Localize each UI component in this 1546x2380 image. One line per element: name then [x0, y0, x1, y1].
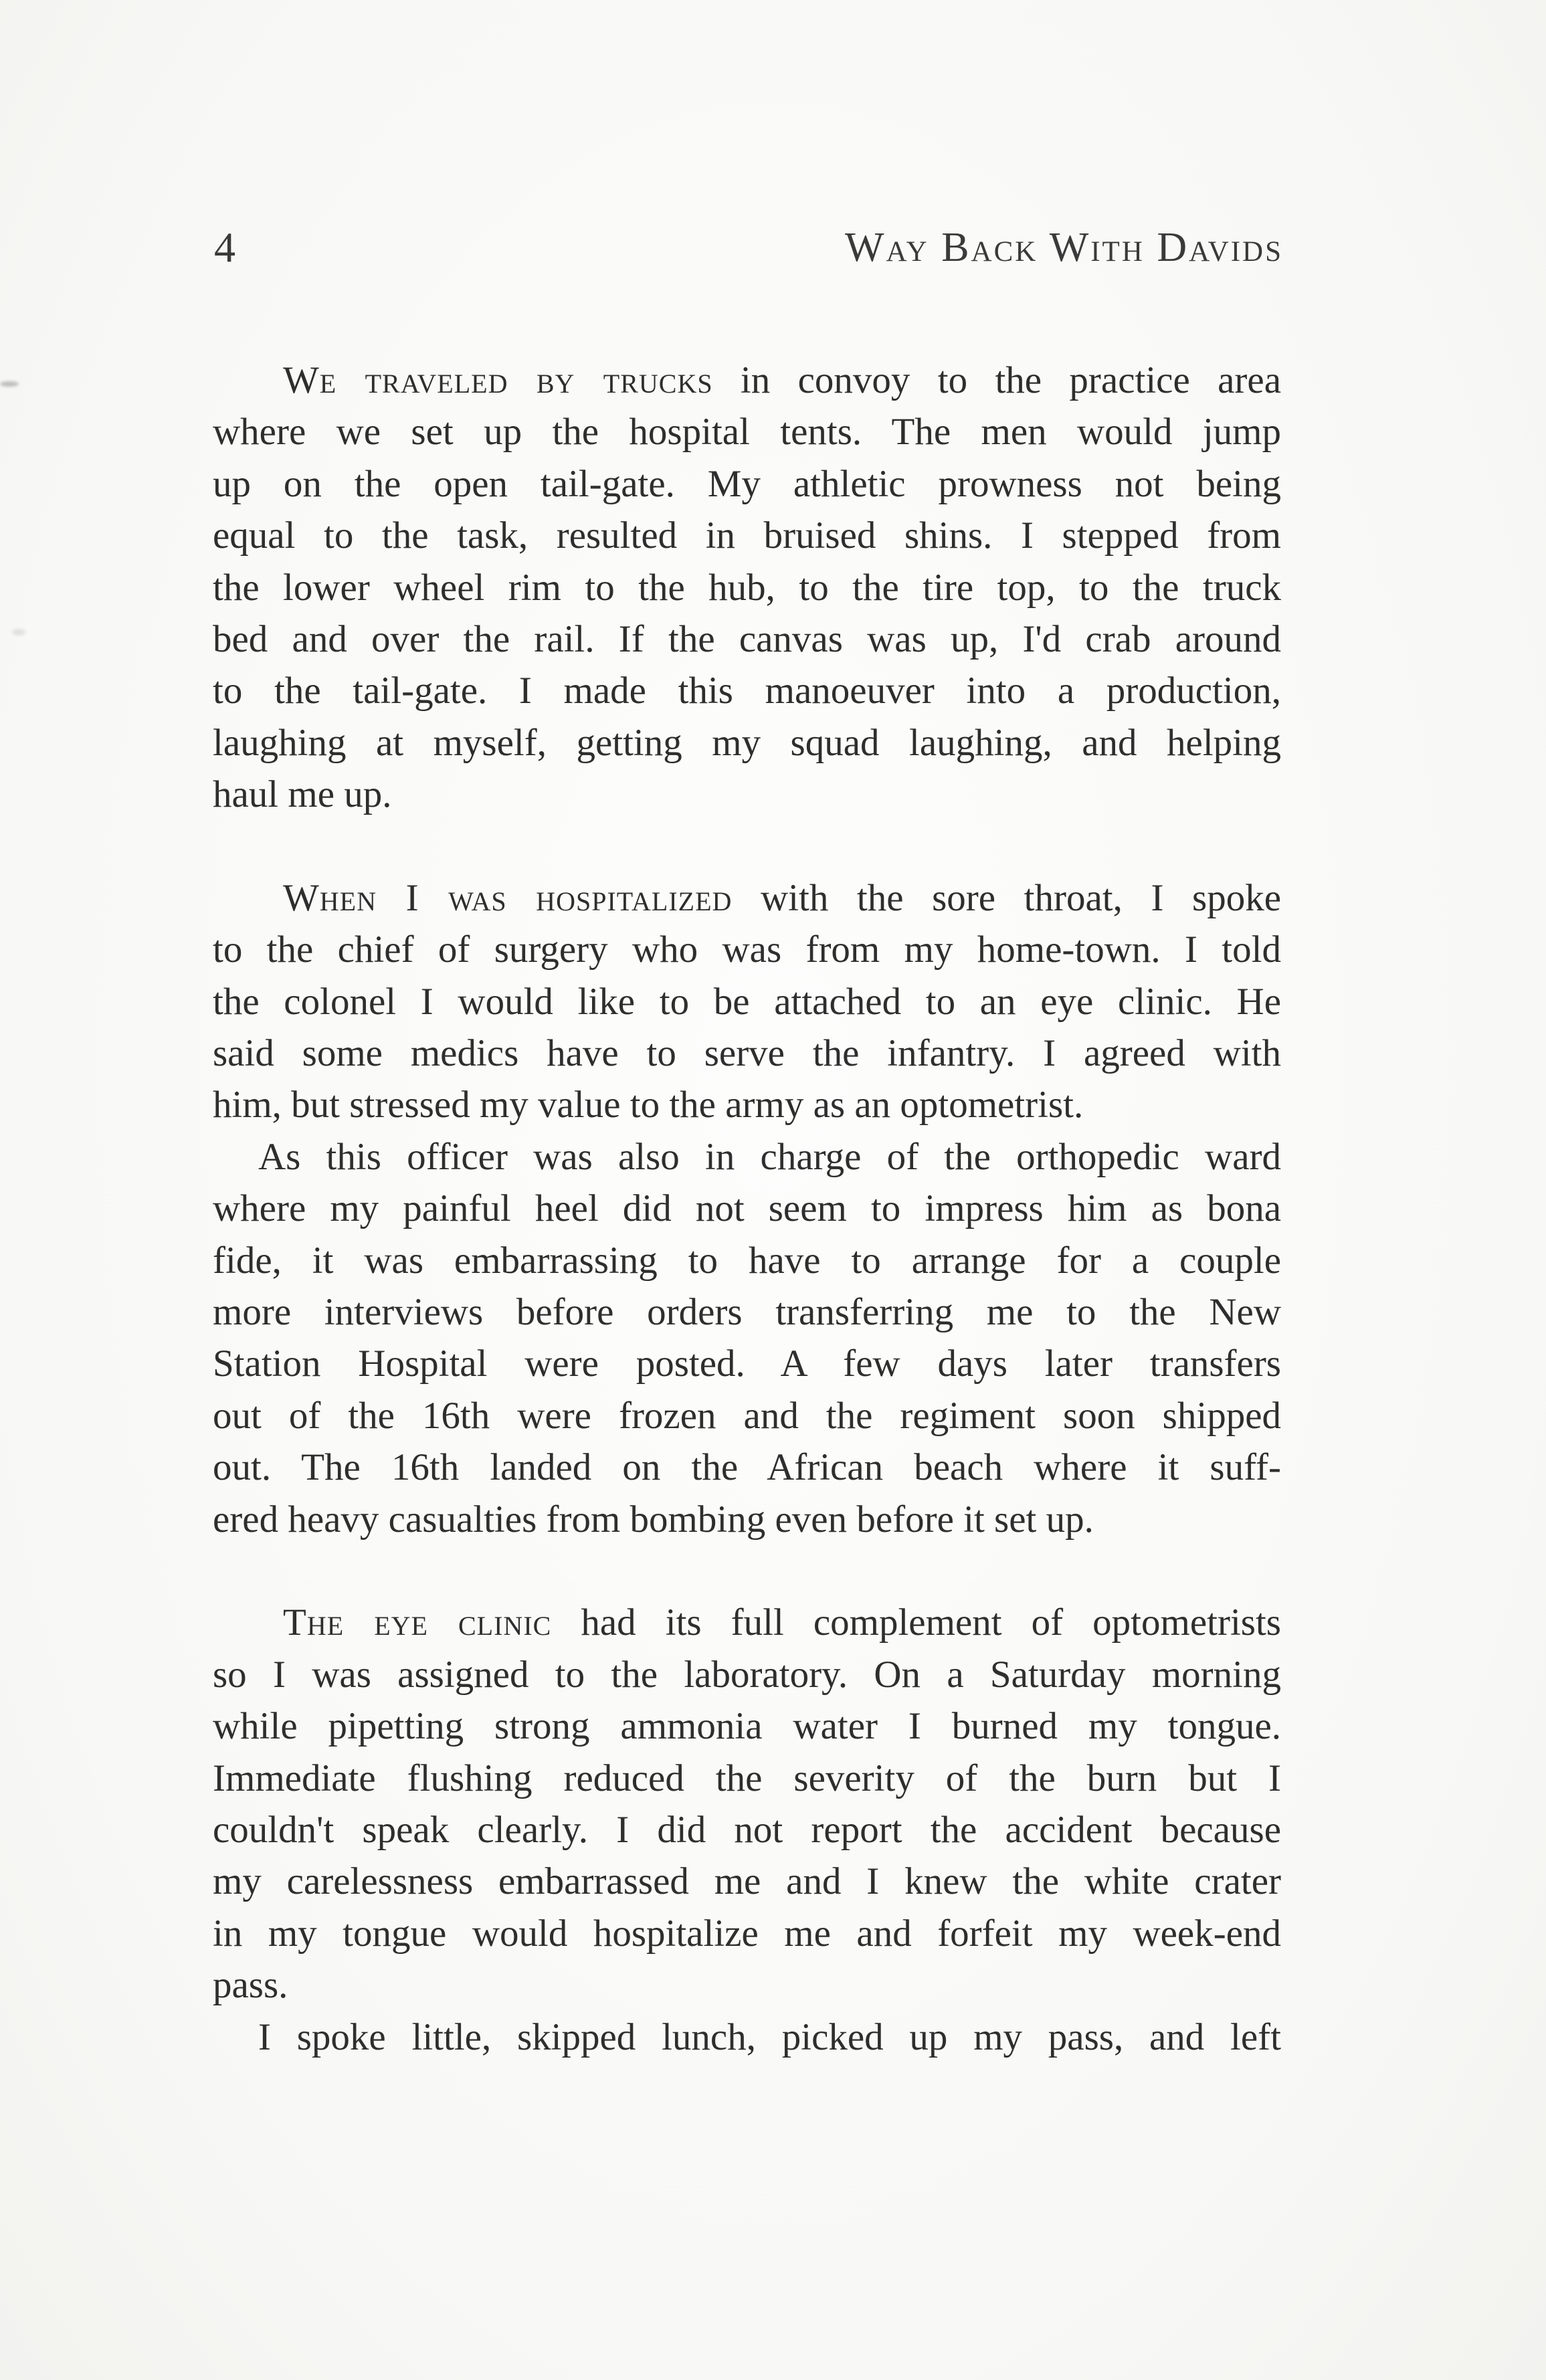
text-line: to the tail-gate. I made this manoeuver into a production, — [213, 670, 1281, 712]
paragraph — [213, 1597, 1281, 2063]
text-line: him, but stressed my value to the army as an optometrist. — [213, 1084, 1084, 1126]
text-line: bed and over the rail. If the canvas was up, I'd crab around — [213, 617, 1281, 660]
running-head — [213, 221, 1283, 274]
text-line: out of the 16th were frozen and the regiment soon shipped — [213, 1394, 1281, 1437]
text-line: where my painful heel did not seem to impress him as bona — [213, 1187, 1281, 1230]
text-line: The eye clinic had its full complement of optometrists — [283, 1601, 1281, 1644]
text-line: so I was assigned to the laboratory. On a Saturday morning — [213, 1653, 1281, 1696]
text-line: laughing at myself, getting my squad laughing, and helping — [213, 721, 1281, 764]
text-line: When I was hospitalized with the sore throat, I spoke — [283, 876, 1281, 919]
body-text — [213, 355, 1281, 2063]
paragraph-lead-in: When I was hospitalized — [283, 876, 733, 919]
text-line: more interviews before orders transferring me to the New — [213, 1291, 1281, 1334]
text-line: Station Hospital were posted. A few days later transfers — [213, 1343, 1281, 1385]
text-line: I spoke little, skipped lunch, picked up my pass, and left — [258, 2015, 1281, 2058]
text-line: my carelessness embarrassed me and I knew the white crater — [213, 1860, 1281, 1903]
paragraph — [213, 355, 1281, 821]
text-line: We traveled by trucks in convoy to the practice area — [283, 359, 1282, 401]
text-line: equal to the task, resulted in bruised shins. I stepped from — [213, 514, 1281, 557]
text-line: where we set up the hospital tents. The men would jump — [213, 411, 1281, 454]
page-number: 4 — [214, 223, 235, 271]
scan-speck — [12, 629, 25, 635]
text-line: As this officer was also in charge of the orthopedic ward — [258, 1135, 1281, 1178]
text-line: Immediate flushing reduced the severity of the burn but I — [213, 1757, 1281, 1799]
text-line: said some medics have to serve the infantry. I agreed with — [213, 1032, 1281, 1075]
text-line: ered heavy casualties from bombing even before it set up. — [213, 1498, 1094, 1541]
text-line: the lower wheel rim to the hub, to the tire top, to the truck — [213, 566, 1281, 609]
text-line: pass. — [213, 1964, 288, 2007]
text-line: up on the open tail-gate. My athletic prowness not being — [213, 462, 1281, 505]
text-line: out. The 16th landed on the African beach where it suff- — [213, 1446, 1281, 1489]
text-line: while pipetting strong ammonia water I burned my tongue. — [213, 1705, 1281, 1748]
paragraph-lead-in: We traveled by trucks — [283, 359, 713, 401]
paragraph — [213, 872, 1281, 1545]
book-title: Way Back With Davids — [845, 225, 1283, 270]
paragraph-gap — [213, 821, 1281, 872]
text-line: to the chief of surgery who was from my home-town. I told — [213, 928, 1281, 971]
paragraph-lead-in: The eye clinic — [283, 1601, 552, 1644]
text-line: fide, it was embarrassing to have to arrange for a couple — [213, 1239, 1281, 1282]
text-line: in my tongue would hospitalize me and forfeit my week-end — [213, 1912, 1281, 1955]
text-line: the colonel I would like to be attached to an eye clinic. He — [213, 980, 1281, 1023]
text-line: couldn't speak clearly. I did not report the accident because — [213, 1808, 1281, 1851]
paragraph-gap — [213, 1545, 1281, 1597]
text-line: haul me up. — [213, 773, 392, 816]
scan-speck — [0, 381, 19, 387]
